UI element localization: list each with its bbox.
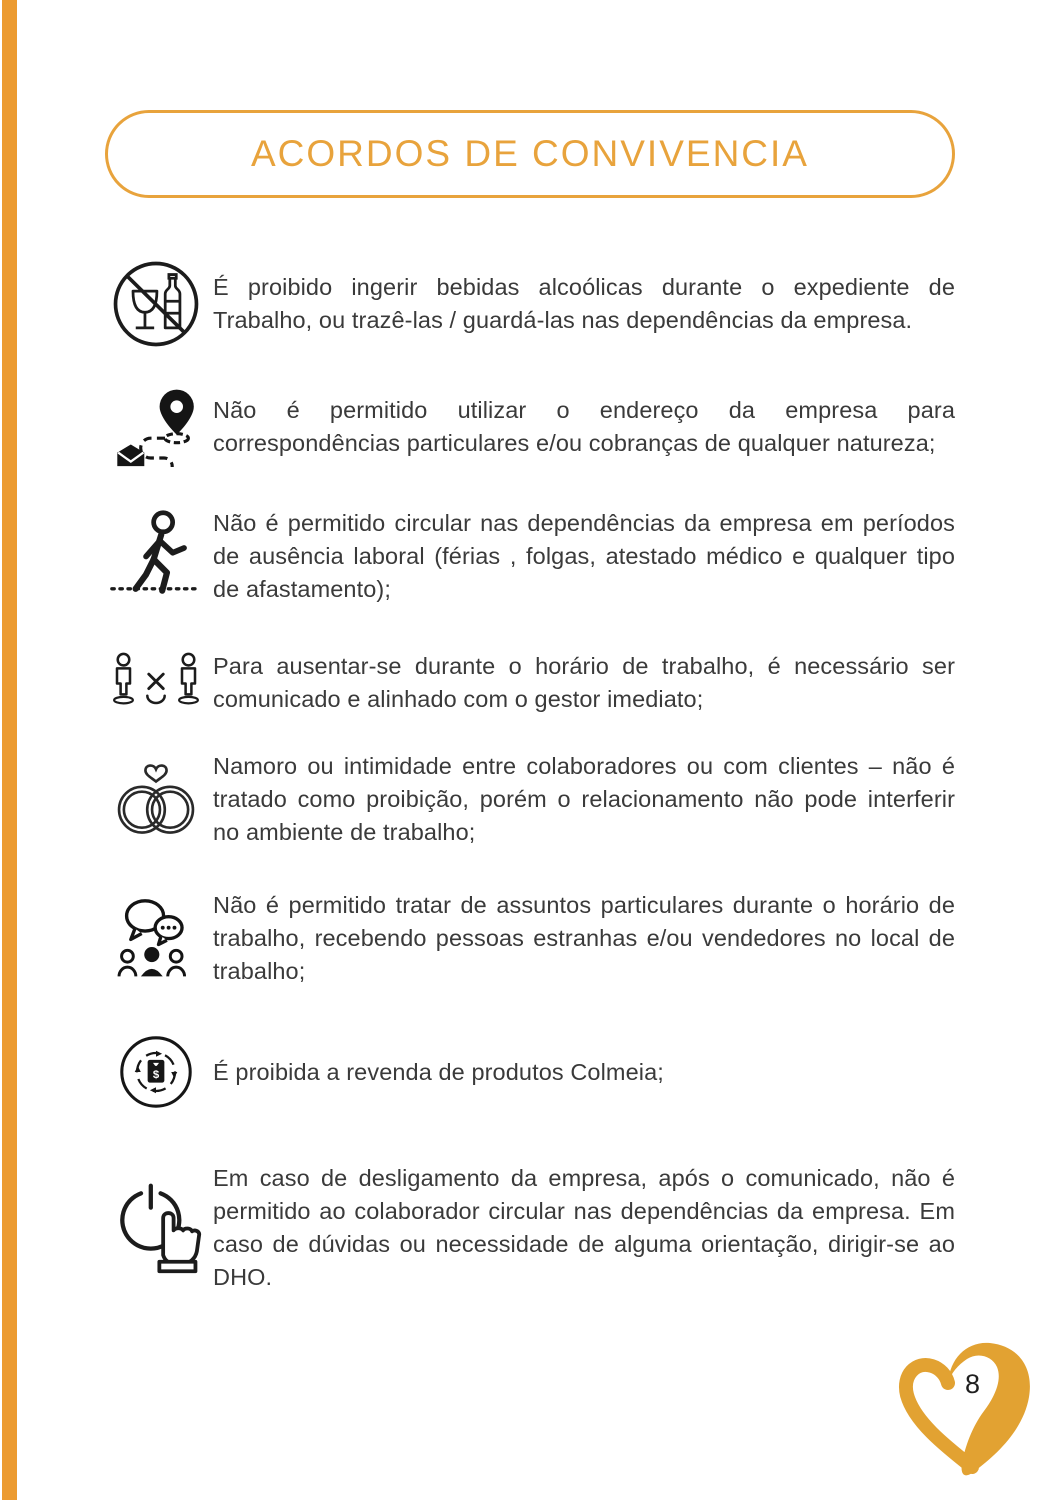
wedding-rings-icon — [105, 756, 207, 844]
heart-logo — [872, 1315, 1060, 1490]
rule-item — [105, 258, 955, 350]
page-content — [105, 110, 955, 1294]
page-title: ACORDOS DE CONVIVENCIA — [251, 133, 809, 174]
rule-text: É proibido ingerir bebidas alcoólicas durante o expediente de Trabalho, ou trazê-las / guardá-las nas dependências da empresa. — [213, 274, 955, 333]
left-accent-stripe — [2, 0, 17, 1500]
rule-text: Não é permitido tratar de assuntos particulares durante o horário de trabalho, recebendo pessoas estranhas e/ou vendedores no local de trabalho; — [213, 892, 955, 984]
social-distance-icon — [105, 651, 207, 716]
power-button-press-icon — [105, 1178, 207, 1278]
title-banner — [105, 110, 955, 198]
no-resale-icon — [105, 1034, 207, 1110]
walking-person-icon — [105, 509, 207, 604]
rule-item — [105, 889, 955, 988]
rule-text: Em caso de desligamento da empresa, após o comunicado, não é permitido ao colaborador circular nas dependências da empresa. Em caso de dúvidas ou necessidade de alguma orientação, dirigir-se ao DHO. — [213, 1165, 955, 1290]
rule-text: Para ausentar-se durante o horário de trabalho, é necessário ser comunicado e alinhado com o gestor imediato; — [213, 653, 955, 712]
rule-item — [105, 507, 955, 606]
mail-route-icon — [105, 386, 207, 467]
rule-text: Namoro ou intimidade entre colaboradores ou com clientes – não é tratado como proibição, porém o relacionamento não pode interferir no ambiente de trabalho; — [213, 753, 955, 845]
rule-item — [105, 750, 955, 849]
rule-item — [105, 650, 955, 716]
rule-item — [105, 1162, 955, 1294]
no-alcohol-icon — [105, 258, 207, 350]
rule-text: Não é permitido utilizar o endereço da empresa para correspondências particulares e/ou cobranças de qualquer natureza; — [213, 396, 955, 456]
page-number: 8 — [964, 1369, 980, 1399]
group-chat-icon — [105, 894, 207, 984]
rule-item — [105, 386, 955, 467]
svg-text:$: $ — [152, 1069, 160, 1082]
rule-text: Não é permitido circular nas dependências da empresa em períodos de ausência laboral (férias , folgas, atestado médico e qualquer tipo de afastamento); — [213, 510, 955, 602]
rule-item — [105, 1034, 955, 1110]
rule-text: É proibida a revenda de produtos Colmeia; — [213, 1058, 664, 1085]
